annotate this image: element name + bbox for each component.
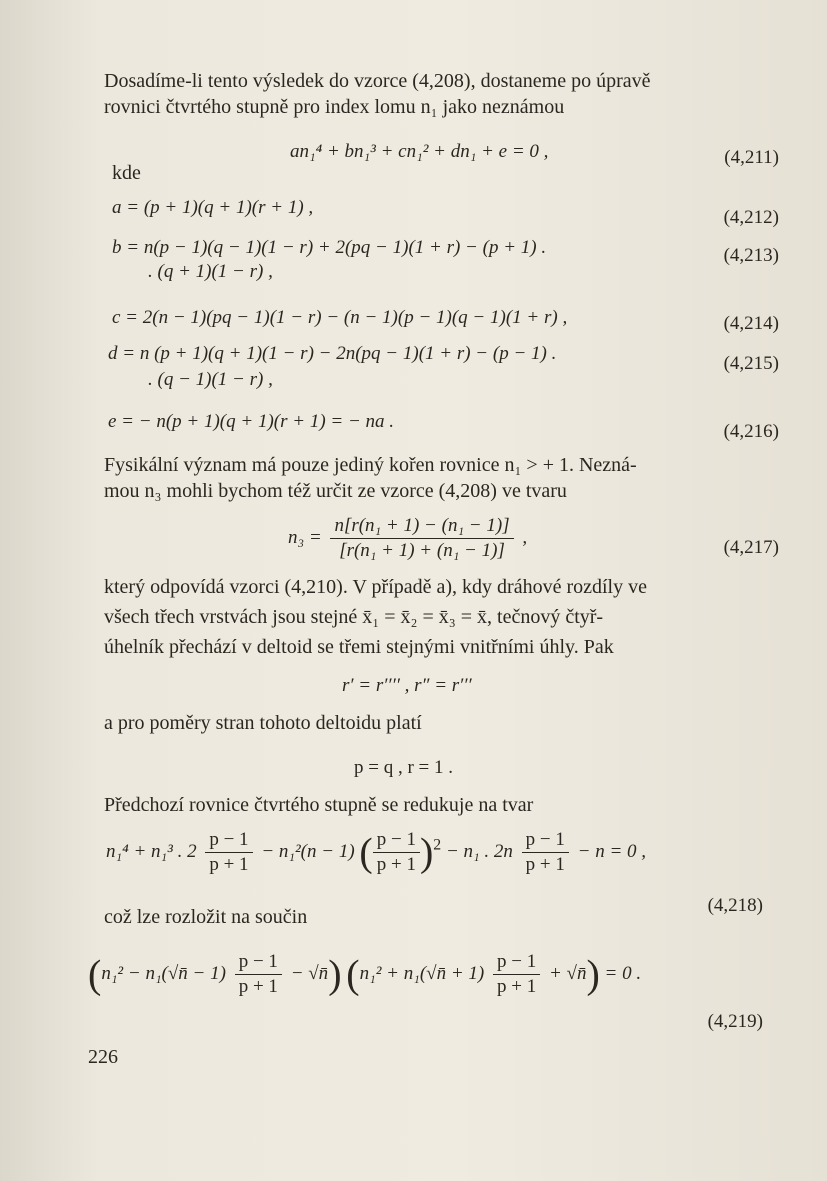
eq217-fraction [330,514,513,563]
eq219-fraction-2 [493,950,540,999]
kde-label: kde [112,162,141,184]
eq218-left-paren: ( [359,829,373,875]
equation-4-215-line-2: . (q − 1)(1 − r) , [148,369,273,390]
paragraph-1-line-1: Fysikální význam má pouze jediný kořen rovnice n₁ > + 1. Nezná- [104,454,637,476]
equation-number-4-212: (4,212) [723,207,779,228]
equation-p-q-r: p = q , r = 1 . [354,757,454,778]
equation-number-4-213: (4,213) [723,245,779,266]
eq219-paren-2-close: ) [586,951,600,997]
eq219-frac1-numerator: p − 1 [235,950,282,975]
eq218-frac1-denominator: p + 1 [209,854,249,875]
eq218-part-b: − n₁²(n − 1) [261,840,355,862]
eq218-fraction-1 [205,828,252,877]
equation-number-4-217: (4,217) [723,537,779,558]
equation-4-215-line-1: d = n (p + 1)(q + 1)(1 − r) − 2n(pq − 1)(1 + r) − (p − 1) . [108,343,557,364]
equation-number-4-219: (4,219) [707,1011,763,1032]
equation-4-219 [88,950,641,999]
page-number: 226 [88,1046,118,1068]
intro-line-1: Dosadíme-li tento výsledek do vzorce (4,208), dostaneme po úpravě [104,70,651,92]
eq219-fraction-1 [235,950,282,999]
equation-number-4-216: (4,216) [723,421,779,442]
eq218-square: 2 [433,836,442,854]
eq218-frac2-denominator: p + 1 [376,854,416,875]
equation-4-217 [288,514,527,563]
eq218-part-d: − n = 0 , [577,840,647,862]
eq219-part-b: − √n̄ [290,962,329,984]
eq218-fraction-3 [522,828,569,877]
equation-4-213-line-1: b = n(p − 1)(q − 1)(1 − r) + 2(pq − 1)(1 + r) − (p + 1) . [112,237,547,258]
equation-r-primes: r′ = r′′′′ , r″ = r′′′ [342,675,472,696]
equation-4-214: c = 2(n − 1)(pq − 1)(1 − r) − (n − 1)(p − 1)(q − 1)(1 + r) , [112,307,568,328]
eq217-denominator: [r(n₁ + 1) + (n₁ − 1)] [339,540,505,561]
equation-number-4-211: (4,211) [724,147,779,168]
eq219-frac2-numerator: p − 1 [493,950,540,975]
eq218-fraction-2 [373,828,420,877]
eq219-paren-1-open: ( [88,951,102,997]
eq217-numerator: n[r(n₁ + 1) − (n₁ − 1)] [330,514,513,539]
equation-4-211: an₁⁴ + bn₁³ + cn₁² + dn₁ + e = 0 , [290,141,549,162]
eq218-frac3-denominator: p + 1 [525,854,565,875]
paragraph-2-line-3: úhelník přechází v deltoid se třemi stejnými vnitřními úhly. Pak [104,636,614,658]
paragraph-4: Předchozí rovnice čtvrtého stupně se redukuje na tvar [104,794,534,816]
eq217-comma: , [522,526,528,548]
eq219-frac2-denominator: p + 1 [496,976,537,997]
eq218-right-paren: ) [419,829,434,875]
equation-4-216: e = − n(p + 1)(q + 1)(r + 1) = − na . [108,411,395,432]
eq219-part-e: = 0 . [604,962,642,984]
eq218-part-c: − n₁ . 2n [445,840,513,862]
paragraph-2-line-2: všech třech vrstvách jsou stejné x̄₁ = x̄₂ = x̄₃ = x̄, tečnový čtyř- [104,606,604,628]
equation-4-213-line-2: . (q + 1)(1 − r) , [148,261,273,282]
eq219-frac1-denominator: p + 1 [238,976,278,997]
eq218-frac2-numerator: p − 1 [373,828,420,853]
equation-4-212: a = (p + 1)(q + 1)(r + 1) , [112,197,314,218]
eq219-part-d: + √n̄ [548,962,587,984]
eq219-part-a: n₁² − n₁(√n̄ − 1) [101,962,226,984]
paragraph-5: což lze rozložit na součin [104,906,308,928]
equation-number-4-218: (4,218) [707,895,763,916]
equation-number-4-214: (4,214) [723,313,779,334]
eq218-frac1-numerator: p − 1 [205,828,252,853]
eq219-paren-1-close: ) [328,951,342,997]
intro-line-2: rovnici čtvrtého stupně pro index lomu n₁ jako neznámou [104,96,565,118]
equation-number-4-215: (4,215) [723,353,779,374]
paragraph-1-line-2: mou n₃ mohli bychom též určit ze vzorce (4,208) ve tvaru [104,480,567,502]
eq219-paren-2-open: ( [346,951,360,997]
eq218-part-a: n₁⁴ + n₁³ . 2 [106,840,197,862]
paragraph-3: a pro poměry stran tohoto deltoidu platí [104,712,422,734]
eq219-part-c: n₁² + n₁(√n̄ + 1) [359,962,485,984]
eq218-frac3-numerator: p − 1 [522,828,569,853]
paragraph-2-line-1: který odpovídá vzorci (4,210). V případě a), kdy dráhové rozdíly ve [104,576,647,598]
equation-4-218 [106,828,646,877]
eq217-lhs: n₃ = [288,526,322,548]
